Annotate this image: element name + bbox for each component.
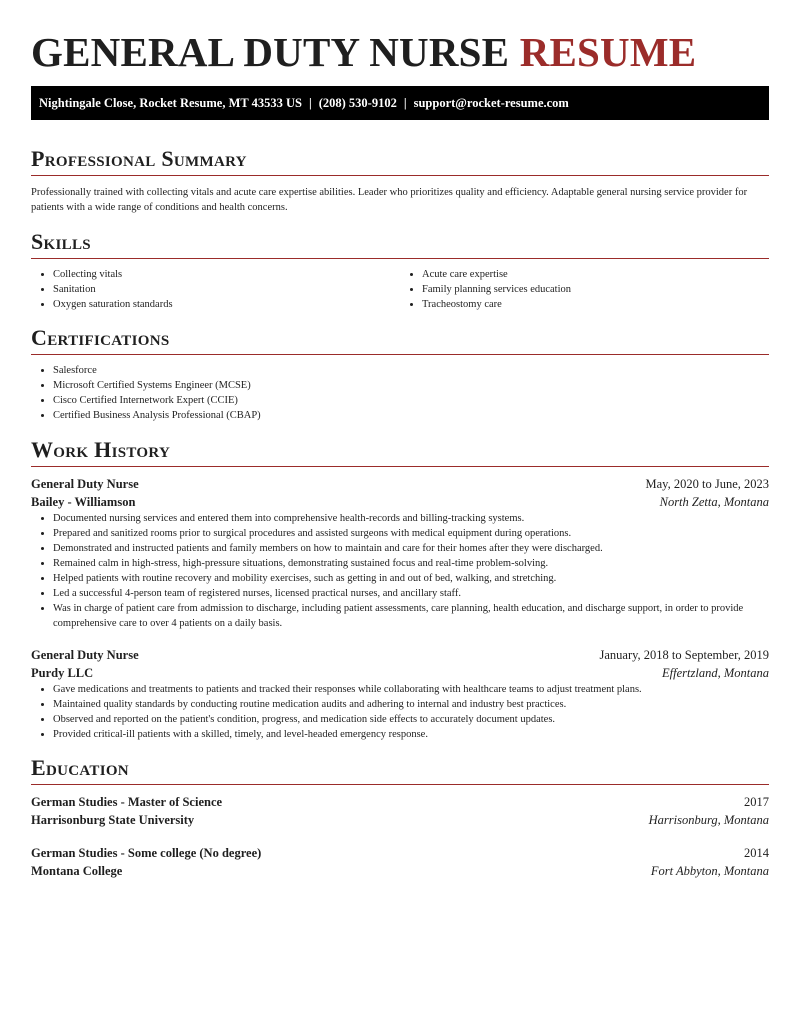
education-heading: Education: [31, 754, 769, 785]
job-company-row: [31, 665, 769, 683]
education-school: Harrisonburg State University: [31, 812, 195, 827]
skill-item: • Collecting vitals: [53, 267, 400, 282]
summary-text: Professionally trained with collecting vitals and acute care expertise abilities. Leader who prioritizes quality and efficiency. Adaptable general nursing service provider for patients with a wide range of conditions and health concerns.: [31, 187, 748, 213]
job-location: Effertzland, Montana: [662, 665, 769, 680]
job-bullets: [31, 511, 769, 631]
job-bullet: • Provided critical-ill patients with a skilled, timely, and level-headed emergency response.: [53, 727, 769, 742]
job-bullet: • Led a successful 4-person team of registered nurses, licensed practical nurses, and ancillary staff.: [53, 586, 769, 601]
contact-separator: |: [308, 96, 312, 110]
job-bullet: • Helped patients with routine recovery and mobility exercises, such as getting in and out of bed, walking, and stretching.: [53, 571, 769, 586]
education-school-row: [31, 812, 769, 830]
summary-heading: Professional Summary: [31, 145, 769, 176]
contact-separator: |: [403, 96, 407, 110]
job-bullet: • Gave medications and treatments to patients and tracked their responses while collaborating with healthcare teams to adjust treatment plans.: [53, 682, 769, 697]
resume-title: [31, 0, 769, 77]
education-location: Fort Abbyton, Montana: [650, 863, 769, 878]
job-location: North Zetta, Montana: [659, 494, 769, 509]
job-dates: January, 2018 to September, 2019: [599, 648, 769, 662]
certification-item: • Salesforce: [53, 363, 769, 378]
job-bullet: • Remained calm in high-stress, high-pressure situations, demonstrating sustained focus and real-time problem-solving.: [53, 556, 769, 571]
title-main: GENERAL DUTY NURSE: [31, 29, 510, 75]
certification-item: • Cisco Certified Internetwork Expert (CCIE): [53, 393, 769, 408]
job-bullet: • Prepared and sanitized rooms prior to surgical procedures and assisted surgeons with medical equipment during operations.: [53, 526, 769, 541]
skills-section: [31, 228, 769, 312]
summary-section: [31, 145, 769, 215]
certification-item: • Microsoft Certified Systems Engineer (MCSE): [53, 378, 769, 393]
job-bullets: [31, 682, 769, 742]
education-location: Harrisonburg, Montana: [648, 812, 769, 827]
job-entry: [31, 647, 769, 742]
contact-email[interactable]: support@rocket-resume.com: [413, 96, 569, 110]
contact-phone[interactable]: (208) 530-9102: [318, 96, 397, 110]
job-bullet: • Maintained quality standards by conducting routine medication audits and adhering to internal and industry best practices.: [53, 697, 769, 712]
education-entry: [31, 794, 769, 829]
education-header-row: [31, 845, 769, 863]
certifications-list: [31, 363, 769, 423]
job-bullet: • Observed and reported on the patient's condition, progress, and medication side effects to accurately document updates.: [53, 712, 769, 727]
education-year: 2017: [744, 795, 769, 809]
title-accent: RESUME: [519, 29, 697, 75]
job-header-row: [31, 476, 769, 494]
job-company: Purdy LLC: [31, 665, 94, 680]
job-title: General Duty Nurse: [31, 477, 139, 491]
certification-item: • Certified Business Analysis Professional (CBAP): [53, 408, 769, 423]
education-degree: German Studies - Some college (No degree): [31, 846, 262, 860]
education-section: [31, 754, 769, 880]
education-header-row: [31, 794, 769, 812]
skills-list-left: [31, 267, 400, 312]
job-header-row: [31, 647, 769, 665]
job-entry: [31, 476, 769, 631]
skills-heading: Skills: [31, 228, 769, 259]
job-company-row: [31, 494, 769, 512]
skills-grid: [31, 267, 769, 312]
skill-item: • Family planning services education: [422, 282, 769, 297]
job-bullet: • Documented nursing services and entered them into comprehensive health-records and billing-tracking systems.: [53, 511, 769, 526]
education-degree: German Studies - Master of Science: [31, 795, 223, 809]
education-school: Montana College: [31, 863, 123, 878]
skill-item: • Sanitation: [53, 282, 400, 297]
work-history-section: [31, 436, 769, 742]
work-history-heading: Work History: [31, 436, 769, 467]
job-dates: May, 2020 to June, 2023: [645, 477, 769, 491]
job-company: Bailey - Williamson: [31, 494, 136, 509]
job-bullet: • Was in charge of patient care from admission to discharge, including patient assessments, care planning, health education, and discharge support, in order to provide comprehensive care to over 4 patients on a daily basis.: [53, 601, 769, 631]
skills-list-right: [400, 267, 769, 312]
skill-item: • Oxygen saturation standards: [53, 297, 400, 312]
certifications-section: [31, 324, 769, 423]
education-year: 2014: [744, 846, 769, 860]
skill-item: • Acute care expertise: [422, 267, 769, 282]
job-title: General Duty Nurse: [31, 648, 139, 662]
certifications-heading: Certifications: [31, 324, 769, 355]
education-entry: [31, 845, 769, 880]
job-bullet: • Demonstrated and instructed patients and family members on how to maintain and care for their homes after they were discharged.: [53, 541, 769, 556]
contact-address: Nightingale Close, Rocket Resume, MT 43533 US: [39, 96, 302, 110]
education-school-row: [31, 863, 769, 881]
skill-item: • Tracheostomy care: [422, 297, 769, 312]
contact-bar: [31, 86, 769, 120]
